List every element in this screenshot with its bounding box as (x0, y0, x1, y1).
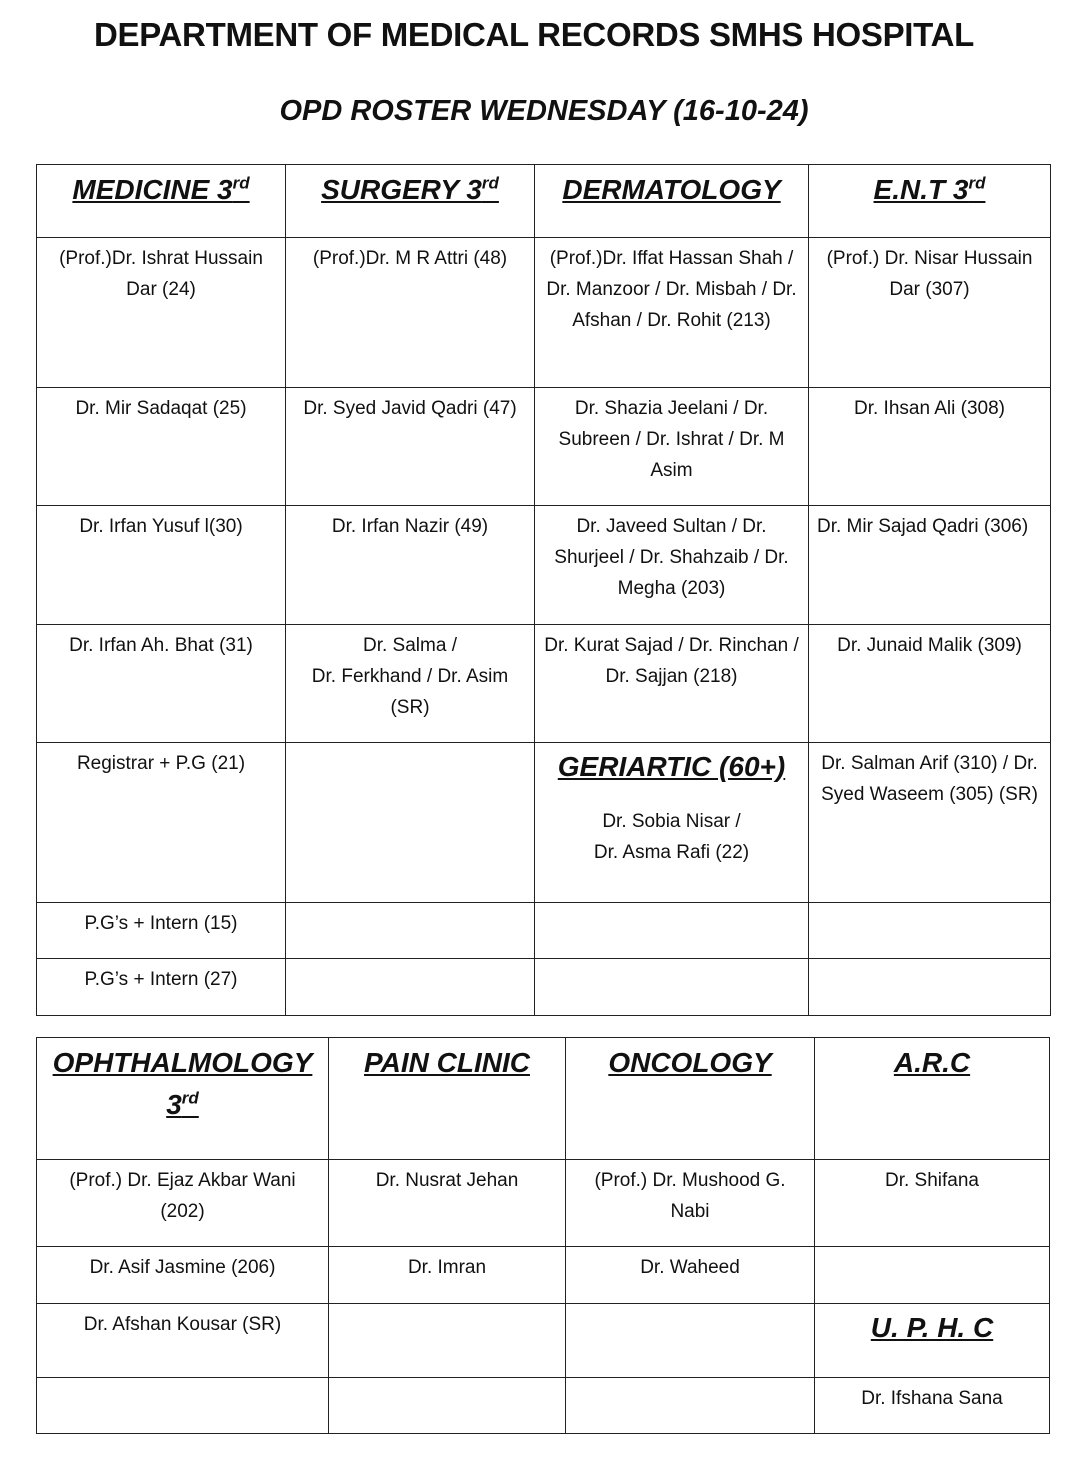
table-row (37, 506, 1051, 625)
table-cell: (Prof.) Dr. Nisar Hussain Dar (307) (809, 238, 1051, 388)
header-arc: A.R.C (815, 1038, 1050, 1160)
table-cell (566, 1304, 815, 1378)
header-row (37, 165, 1051, 238)
table-cell (286, 959, 535, 1016)
table-cell (329, 1378, 566, 1434)
uphc-heading: U. P. H. C (870, 1312, 994, 1343)
roster-subtitle: OPD ROSTER WEDNESDAY (16-10-24) (279, 95, 809, 127)
table-cell: Dr. Ifshana Sana (815, 1378, 1050, 1434)
table-cell: Dr. Irfan Yusuf l(30) (37, 506, 286, 625)
table-cell: (Prof.) Dr. Mushood G. Nabi (566, 1160, 815, 1247)
header-oncology: ONCOLOGY (566, 1038, 815, 1160)
table-cell (809, 903, 1051, 959)
table-cell: Dr. Javeed Sultan / Dr. Shurjeel / Dr. Shahzaib / Dr. Megha (203) (535, 506, 809, 625)
cell-line: Dr. Ferkhand / Dr. Asim (311, 666, 509, 687)
header-row (37, 1038, 1050, 1160)
table-cell (815, 1247, 1050, 1304)
table-cell: Dr. Junaid Malik (309) (809, 625, 1051, 743)
cell-line: Dr. Asma Rafi (22) (593, 842, 750, 863)
cell-line: (SR) (390, 697, 430, 718)
table-cell: Dr. Ihsan Ali (308) (809, 388, 1051, 506)
roster-table-secondary (36, 1037, 1050, 1434)
table-row (37, 1378, 1050, 1434)
table-cell: (Prof.)Dr. M R Attri (48) (286, 238, 535, 388)
table-cell (286, 625, 535, 743)
geriatric-cell (535, 743, 809, 903)
table-cell: Dr. Imran (329, 1247, 566, 1304)
table-cell (329, 1304, 566, 1378)
table-cell: (Prof.)Dr. Iffat Hassan Shah / Dr. Manzoor / Dr. Misbah / Dr. Afshan / Dr. Rohit (213) (535, 238, 809, 388)
cell-line: Dr. Sobia Nisar / (602, 811, 741, 832)
table-row (37, 1304, 1050, 1378)
table-row (37, 388, 1051, 506)
table-cell: Dr. Kurat Sajad / Dr. Rinchan / Dr. Sajjan (218) (535, 625, 809, 743)
table-row (37, 959, 1051, 1016)
table-cell: Dr. Mir Sadaqat (25) (37, 388, 286, 506)
table-cell: (Prof.) Dr. Ejaz Akbar Wani (202) (37, 1160, 329, 1247)
table-row (37, 903, 1051, 959)
table-cell (286, 903, 535, 959)
table-cell: Dr. Syed Javid Qadri (47) (286, 388, 535, 506)
table-cell: Registrar + P.G (21) (37, 743, 286, 903)
table-cell: (Prof.)Dr. Ishrat Hussain Dar (24) (37, 238, 286, 388)
table-row (37, 238, 1051, 388)
table-cell (535, 903, 809, 959)
table-row (37, 1247, 1050, 1304)
header-surgery: SURGERY 3rd (286, 165, 535, 238)
table-row (37, 1160, 1050, 1247)
table-cell: Dr. Waheed (566, 1247, 815, 1304)
header-medicine: MEDICINE 3rd (37, 165, 286, 238)
document-title: DEPARTMENT OF MEDICAL RECORDS SMHS HOSPITAL (94, 16, 974, 53)
header-dermatology: DERMATOLOGY (535, 165, 809, 238)
table-cell: Dr. Irfan Ah. Bhat (31) (37, 625, 286, 743)
table-cell (286, 743, 535, 903)
table-cell: Dr. Afshan Kousar (SR) (37, 1304, 329, 1378)
table-cell: Dr. Salman Arif (310) / Dr. Syed Waseem (305) (SR) (809, 743, 1051, 903)
table-cell: Dr. Asif Jasmine (206) (37, 1247, 329, 1304)
table-cell: P.G’s + Intern (15) (37, 903, 286, 959)
header-ophthalmology-label: OPHTHALMOLOGY (52, 1047, 313, 1078)
header-ophthalmology-unit: 3rd (166, 1088, 199, 1120)
table-cell (809, 959, 1051, 1016)
table-cell (37, 1378, 329, 1434)
roster-table-main (36, 164, 1051, 1016)
header-pain-clinic: PAIN CLINIC (329, 1038, 566, 1160)
geriatric-heading: GERIARTIC (60+) (557, 751, 786, 782)
table-cell: Dr. Mir Sajad Qadri (306) (809, 506, 1051, 625)
table-row (37, 625, 1051, 743)
table-cell (566, 1378, 815, 1434)
table-cell (535, 959, 809, 1016)
table-cell: Dr. Shifana (815, 1160, 1050, 1247)
header-ophthalmology (37, 1038, 329, 1160)
cell-line: Dr. Salma / (363, 635, 457, 656)
table-cell: Dr. Nusrat Jehan (329, 1160, 566, 1247)
table-cell: P.G’s + Intern (27) (37, 959, 286, 1016)
header-ent: E.N.T 3rd (809, 165, 1051, 238)
table-cell: Dr. Shazia Jeelani / Dr. Subreen / Dr. Ishrat / Dr. M Asim (535, 388, 809, 506)
uphc-cell (815, 1304, 1050, 1378)
table-row (37, 743, 1051, 903)
table-cell: Dr. Irfan Nazir (49) (286, 506, 535, 625)
